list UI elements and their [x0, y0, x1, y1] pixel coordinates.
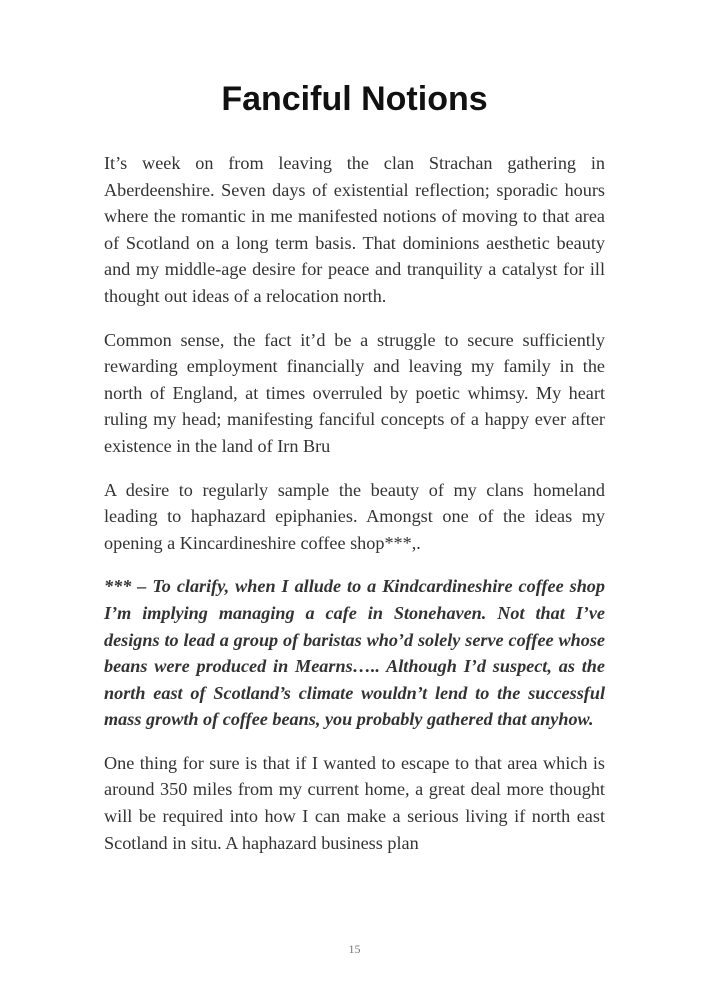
footnote-paragraph: *** – To clarify, when I allude to a Kindcardineshire coffee shop I’m implying managing a cafe in Stonehaven. Not that I’ve designs to lead a group of baristas who’d solely serve coffee whose beans were produced in Mearns….. Although I’d suspect, as the north east of Scotland’s climate wouldn’t lend to the successful mass growth of coffee beans, you probably gathered that anyhow.: [104, 576, 605, 730]
chapter-body: [104, 150, 605, 873]
paragraph-2: Common sense, the fact it’d be a struggle to secure sufficiently rewarding employment financially and leaving my family in the north of England, at times overruled by poetic whimsy. My heart ruling my head; manifesting fanciful concepts of a happy ever after existence in the land of Irn Bru: [104, 329, 605, 456]
paragraph-1: It’s week on from leaving the clan Strachan gathering in Aberdeenshire. Seven days of existential reflection; sporadic hours where the romantic in me manifested notions of moving to that area of Scotland on a long term basis. That dominions aesthetic beauty and my middle-age desire for peace and tranquility a catalyst for ill thought out ideas of a relocation north.: [104, 153, 605, 306]
chapter-title: Fanciful Notions: [221, 80, 488, 118]
paragraph-3: A desire to regularly sample the beauty of my clans homeland leading to haphazard epiphanies. Amongst one of the ideas my opening a Kincardineshire coffee shop***,.: [104, 479, 605, 553]
paragraph-closing: One thing for sure is that if I wanted to escape to that area which is around 350 miles from my current home, a great deal more thought will be required into how I can make a serious living if north east Scotland in situ. A haphazard business plan: [104, 752, 605, 853]
page-number: 15: [348, 942, 361, 956]
